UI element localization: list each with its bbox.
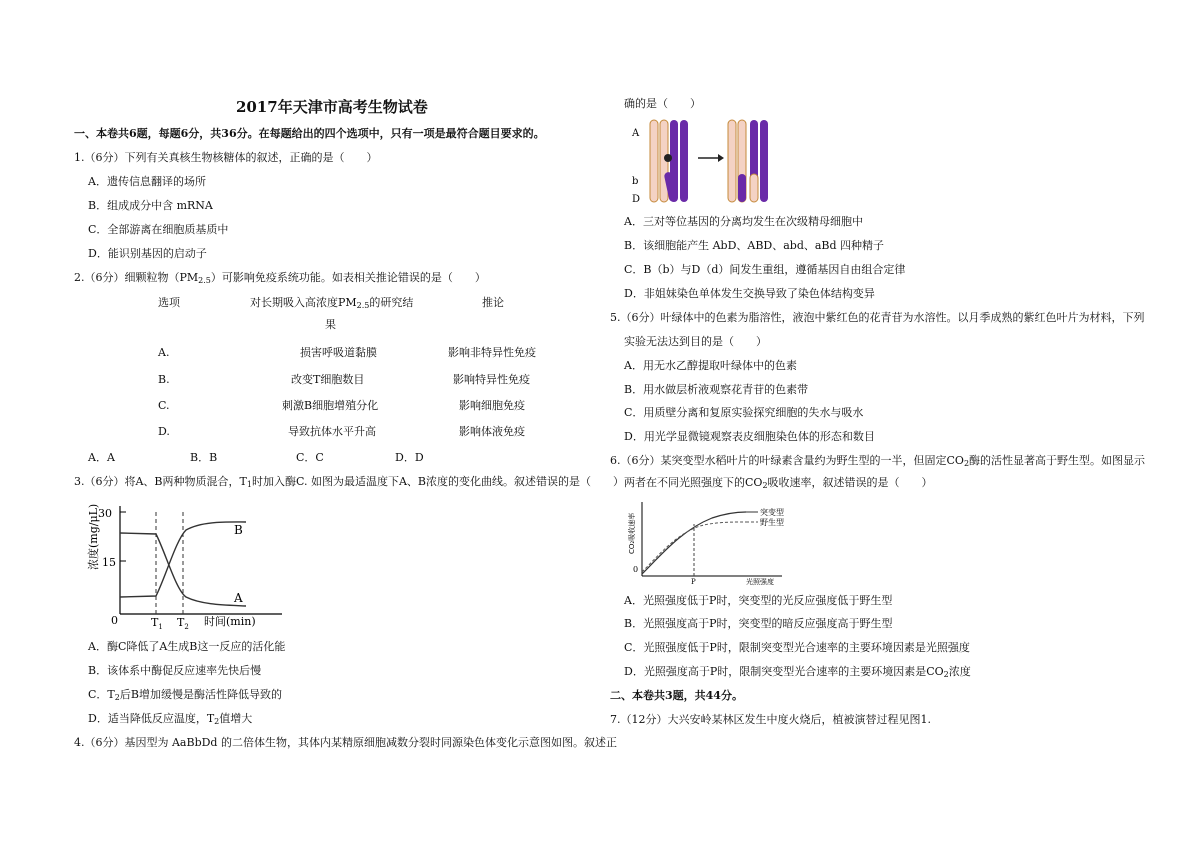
q6-option-a: A．光照强度低于P时，突变型的光反应强度低于野生型 [624,594,893,607]
q3-option-b: B．该体系中酶促反应速率先快后慢 [88,664,262,677]
q5-stem-line1: 5.（6分）叶绿体中的色素为脂溶性，液泡中紫红色的花青苷为水溶性。以月季成熟的紫红色叶片为材料，下列 [610,311,1145,324]
q2-answer-b: B．B [190,451,218,464]
q2-row-c-inference: 影响细胞免疫 [459,399,525,412]
q2-table-header-result-line2: 果 [325,318,336,331]
q2-row-d-result: 导致抗体水平升高 [288,425,376,438]
q2-row-b-result: 改变T细胞数目 [291,373,365,386]
q2-row-a-result: 损害呼吸道黏膜 [300,346,377,359]
gene-label-b: b [632,176,639,187]
q3-option-c: C．$T_2$后B增加缓慢是酶活性降低导致的 [88,688,282,702]
curve-b-label: B [234,523,243,537]
legend-wild: 野生型 [760,518,784,527]
q2-row-d-option: D. [158,425,170,438]
q3-concentration-chart [86,494,286,630]
y-axis-label: 浓度(mg/μL) [87,503,100,570]
section1-header: 一、本卷共6题，每题6分，共36分。在每题给出的四个选项中，只有一项是最符合题目要求的。 [74,127,545,140]
q1-option-d: D．能识别基因的启动子 [88,247,207,260]
q2-answer-d: D．D [395,451,424,464]
q2-table-header-inference: 推论 [482,296,504,309]
q6-co2-chart [622,496,792,586]
chart-origin: 0 [633,565,639,574]
legend-mutant: 突变型 [760,508,784,517]
q1-option-c: C．全部游离在细胞质基质中 [88,223,229,236]
right-chromosome-pair [728,120,768,202]
q2-row-b-inference: 影响特异性免疫 [453,373,530,386]
x-axis-label: 时间(min) [204,615,256,628]
gene-label-d: D [632,194,641,205]
q4-option-b: B．该细胞能产生 AbD、ABD、abd、aBd 四种精子 [624,239,885,252]
q1-option-a: A．遗传信息翻译的场所 [88,175,206,188]
t1-label: $T_1$ [151,616,163,630]
left-chromosome-pair [650,120,688,202]
q6-option-b: B．光照强度高于P时，突变型的暗反应强度高于野生型 [624,617,893,630]
q5-option-a: A．用无水乙醇提取叶绿体中的色素 [624,359,797,372]
page-title: 2017年天津市高考生物试卷 [236,98,428,116]
q4-option-a: A．三对等位基因的分离均发生在次级精母细胞中 [624,215,863,228]
q2-answer-c: C．C [296,451,324,464]
curve-a-label: A [234,591,243,605]
y-tick-15: 15 [102,556,116,569]
y-axis-label: CO₂吸收速率 [628,512,636,554]
q6-option-c: C．光照强度低于P时，限制突变型光合速率的主要环境因素是光照强度 [624,641,970,654]
q7-stem: 7.（12分）大兴安岭某林区发生中度火烧后，植被演替过程见图1. [610,713,931,726]
q6-stem-line1: 6.（6分）某突变型水稻叶片的叶绿素含量约为野生型的一半，但固定$CO_2$酶的活性显著高于野生型。如图显示 [610,454,1146,468]
q5-option-b: B．用水做层析液观察花青苷的色素带 [624,383,809,396]
q2-row-d-inference: 影响体液免疫 [459,425,525,438]
q3-stem: 3.（6分）将A、B两种物质混合，$T_1$时加入酶C. 如图为最适温度下A、B浓度的变化曲线。叙述错误的是（ ） [74,475,624,489]
q4-option-d: D．非姐妹染色单体发生交换导致了染色体结构变异 [624,287,875,300]
q6-option-d: D．光照强度高于P时，限制突变型光合速率的主要环境因素是$CO_2$浓度 [624,665,971,679]
q2-row-c-option: C. [158,399,170,412]
section2-header: 二、本卷共3题，共44分。 [610,689,743,702]
q4-option-c: C．B（b）与D（d）间发生重组，遵循基因自由组合定律 [624,263,906,276]
t2-label: $T_2$ [177,616,189,630]
x-axis-label: 光照强度 [746,578,774,586]
q2-table-header-option: 选项 [158,296,180,309]
q4-chromosome-figure [624,114,774,208]
q2-row-a-option: A. [158,346,170,359]
q6-stem-line2: 两者在不同光照强度下的$CO_2$吸收速率，叙述错误的是（ ） [624,476,933,490]
q1-option-b: B．组成成分中含 mRNA [88,199,213,212]
q4-stem-line2: 确的是（ ） [624,97,701,110]
q2-answer-a: A．A [88,451,115,464]
q5-stem-line2: 实验无法达到目的是（ ） [624,335,767,348]
q3-option-d: D．适当降低反应温度，$T_2$值增大 [88,712,253,726]
q2-row-c-result: 刺激B细胞增殖分化 [282,399,379,412]
y-tick-30: 30 [98,507,112,520]
q4-stem-line1: 4.（6分）基因型为 AaBbDd 的二倍体生物，其体内某精原细胞减数分裂时同源染色体变化示意图如图。叙述正 [74,736,617,749]
gene-label-a: A [632,128,640,139]
q1-stem: 1.（6分）下列有关真核生物核糖体的叙述，正确的是（ ） [74,151,378,164]
q2-stem: 2.（6分）细颗粒物$(PM_{2.5})$可影响免疫系统功能。如表相关推论错误的是（ ） [74,271,486,285]
q2-table-header-result: 对长期吸入高浓度$PM_{2.5}$的研究结 [250,296,414,310]
q5-option-d: D．用光学显微镜观察表皮细胞染色体的形态和数目 [624,430,875,443]
q5-option-c: C．用质壁分离和复原实验探究细胞的失水与吸水 [624,406,864,419]
q2-row-a-inference: 影响非特异性免疫 [448,346,536,359]
q2-row-b-option: B. [158,373,170,386]
chart-origin: 0 [111,614,118,627]
q3-option-a: A．酶C降低了A生成B这一反应的活化能 [88,640,286,653]
p-label: P [691,578,696,586]
